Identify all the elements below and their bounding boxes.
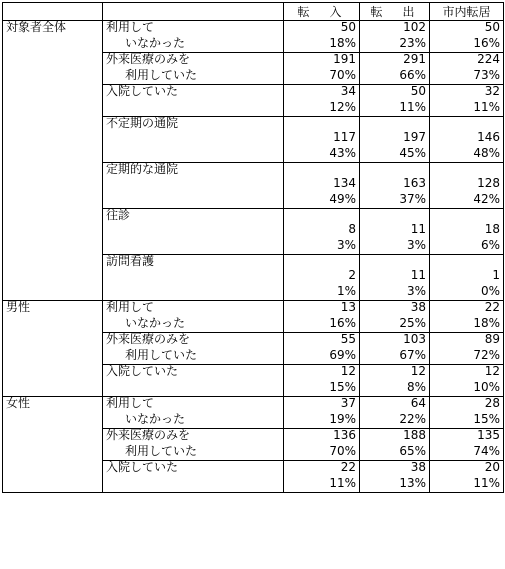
percent-cell: 70% xyxy=(284,445,360,461)
row-label xyxy=(103,381,284,397)
percent-cell: 18% xyxy=(284,37,360,53)
count-cell: 34 xyxy=(284,85,360,101)
percent-cell: 3% xyxy=(360,285,430,301)
count-cell: 89 xyxy=(430,333,504,349)
count-cell: 135 xyxy=(430,429,504,445)
row-label: 訪問看護 xyxy=(103,255,284,269)
group-label: 対象者全体 xyxy=(3,21,103,301)
percent-cell: 45% xyxy=(360,147,430,163)
row-label xyxy=(103,193,284,209)
row-label: 入院していた xyxy=(103,85,284,101)
spacer-cell xyxy=(284,255,360,269)
percent-cell: 0% xyxy=(430,285,504,301)
percent-cell: 11% xyxy=(430,101,504,117)
count-cell: 103 xyxy=(360,333,430,349)
percent-cell: 11% xyxy=(360,101,430,117)
data-table xyxy=(2,2,504,493)
spacer-cell xyxy=(430,117,504,131)
percent-cell: 13% xyxy=(360,477,430,493)
corner-cell xyxy=(3,3,103,21)
col-header-shinai-tenkyo: 市内転居 xyxy=(430,3,504,21)
row-label: いなかった xyxy=(103,413,284,429)
percent-cell: 72% xyxy=(430,349,504,365)
percent-cell: 3% xyxy=(360,239,430,255)
percent-cell: 70% xyxy=(284,69,360,85)
percent-cell: 69% xyxy=(284,349,360,365)
row-label: 外来医療のみを xyxy=(103,53,284,69)
percent-cell: 15% xyxy=(284,381,360,397)
row-label xyxy=(103,239,284,255)
row-label xyxy=(103,269,284,285)
spacer-cell xyxy=(360,163,430,177)
count-cell: 32 xyxy=(430,85,504,101)
percent-cell: 8% xyxy=(360,381,430,397)
percent-cell: 19% xyxy=(284,413,360,429)
row-label: 入院していた xyxy=(103,461,284,477)
percent-cell: 48% xyxy=(430,147,504,163)
count-cell: 38 xyxy=(360,301,430,317)
percent-cell: 43% xyxy=(284,147,360,163)
row-label xyxy=(103,285,284,301)
count-cell: 22 xyxy=(430,301,504,317)
count-cell: 50 xyxy=(284,21,360,37)
count-cell: 11 xyxy=(360,269,430,285)
count-cell: 64 xyxy=(360,397,430,413)
percent-cell: 16% xyxy=(430,37,504,53)
count-cell: 37 xyxy=(284,397,360,413)
col-header-tenshutsu: 転 出 xyxy=(360,3,430,21)
row-label: 不定期の通院 xyxy=(103,117,284,131)
group-label: 男性 xyxy=(3,301,103,397)
percent-cell: 74% xyxy=(430,445,504,461)
percent-cell: 18% xyxy=(430,317,504,333)
col-header-tennyu: 転 入 xyxy=(284,3,360,21)
count-cell: 12 xyxy=(360,365,430,381)
count-cell: 136 xyxy=(284,429,360,445)
count-cell: 197 xyxy=(360,131,430,147)
count-cell: 50 xyxy=(360,85,430,101)
count-cell: 224 xyxy=(430,53,504,69)
count-cell: 11 xyxy=(360,223,430,239)
group-label: 女性 xyxy=(3,397,103,493)
row-label: 定期的な通院 xyxy=(103,163,284,177)
spacer-cell xyxy=(360,117,430,131)
spacer-cell xyxy=(360,255,430,269)
row-label xyxy=(103,223,284,239)
header-row xyxy=(3,3,504,21)
count-cell: 18 xyxy=(430,223,504,239)
count-cell: 188 xyxy=(360,429,430,445)
percent-cell: 1% xyxy=(284,285,360,301)
spacer-cell xyxy=(430,209,504,223)
count-cell: 163 xyxy=(360,177,430,193)
spacer-cell xyxy=(284,209,360,223)
spacer-cell xyxy=(360,209,430,223)
count-cell: 117 xyxy=(284,131,360,147)
percent-cell: 65% xyxy=(360,445,430,461)
row-label xyxy=(103,477,284,493)
percent-cell: 42% xyxy=(430,193,504,209)
percent-cell: 11% xyxy=(430,477,504,493)
count-cell: 22 xyxy=(284,461,360,477)
row-label xyxy=(103,177,284,193)
table-row xyxy=(3,21,504,37)
spacer-cell xyxy=(284,163,360,177)
percent-cell: 15% xyxy=(430,413,504,429)
count-cell: 12 xyxy=(284,365,360,381)
percent-cell: 3% xyxy=(284,239,360,255)
count-cell: 12 xyxy=(430,365,504,381)
spacer-cell xyxy=(430,163,504,177)
percent-cell: 22% xyxy=(360,413,430,429)
count-cell: 2 xyxy=(284,269,360,285)
percent-cell: 6% xyxy=(430,239,504,255)
row-label xyxy=(103,101,284,117)
count-cell: 55 xyxy=(284,333,360,349)
count-cell: 1 xyxy=(430,269,504,285)
count-cell: 134 xyxy=(284,177,360,193)
percent-cell: 67% xyxy=(360,349,430,365)
row-label: 外来医療のみを xyxy=(103,429,284,445)
table-row xyxy=(3,301,504,317)
row-label: 利用して xyxy=(103,397,284,413)
count-cell: 291 xyxy=(360,53,430,69)
row-label: 利用していた xyxy=(103,445,284,461)
spacer-cell xyxy=(430,255,504,269)
row-label: 利用して xyxy=(103,301,284,317)
row-label: いなかった xyxy=(103,37,284,53)
count-cell: 146 xyxy=(430,131,504,147)
row-label: 外来医療のみを xyxy=(103,333,284,349)
percent-cell: 73% xyxy=(430,69,504,85)
row-label: 利用して xyxy=(103,21,284,37)
count-cell: 28 xyxy=(430,397,504,413)
count-cell: 128 xyxy=(430,177,504,193)
count-cell: 102 xyxy=(360,21,430,37)
row-label: 往診 xyxy=(103,209,284,223)
count-cell: 38 xyxy=(360,461,430,477)
count-cell: 191 xyxy=(284,53,360,69)
row-label xyxy=(103,147,284,163)
row-label xyxy=(103,131,284,147)
table-row xyxy=(3,397,504,413)
row-label: 利用していた xyxy=(103,69,284,85)
percent-cell: 23% xyxy=(360,37,430,53)
percent-cell: 16% xyxy=(284,317,360,333)
percent-cell: 49% xyxy=(284,193,360,209)
count-cell: 13 xyxy=(284,301,360,317)
blank-header-cell xyxy=(103,3,284,21)
row-label: いなかった xyxy=(103,317,284,333)
spacer-cell xyxy=(284,117,360,131)
row-label: 利用していた xyxy=(103,349,284,365)
percent-cell: 12% xyxy=(284,101,360,117)
percent-cell: 25% xyxy=(360,317,430,333)
percent-cell: 66% xyxy=(360,69,430,85)
count-cell: 8 xyxy=(284,223,360,239)
count-cell: 50 xyxy=(430,21,504,37)
row-label: 入院していた xyxy=(103,365,284,381)
percent-cell: 11% xyxy=(284,477,360,493)
count-cell: 20 xyxy=(430,461,504,477)
percent-cell: 37% xyxy=(360,193,430,209)
percent-cell: 10% xyxy=(430,381,504,397)
